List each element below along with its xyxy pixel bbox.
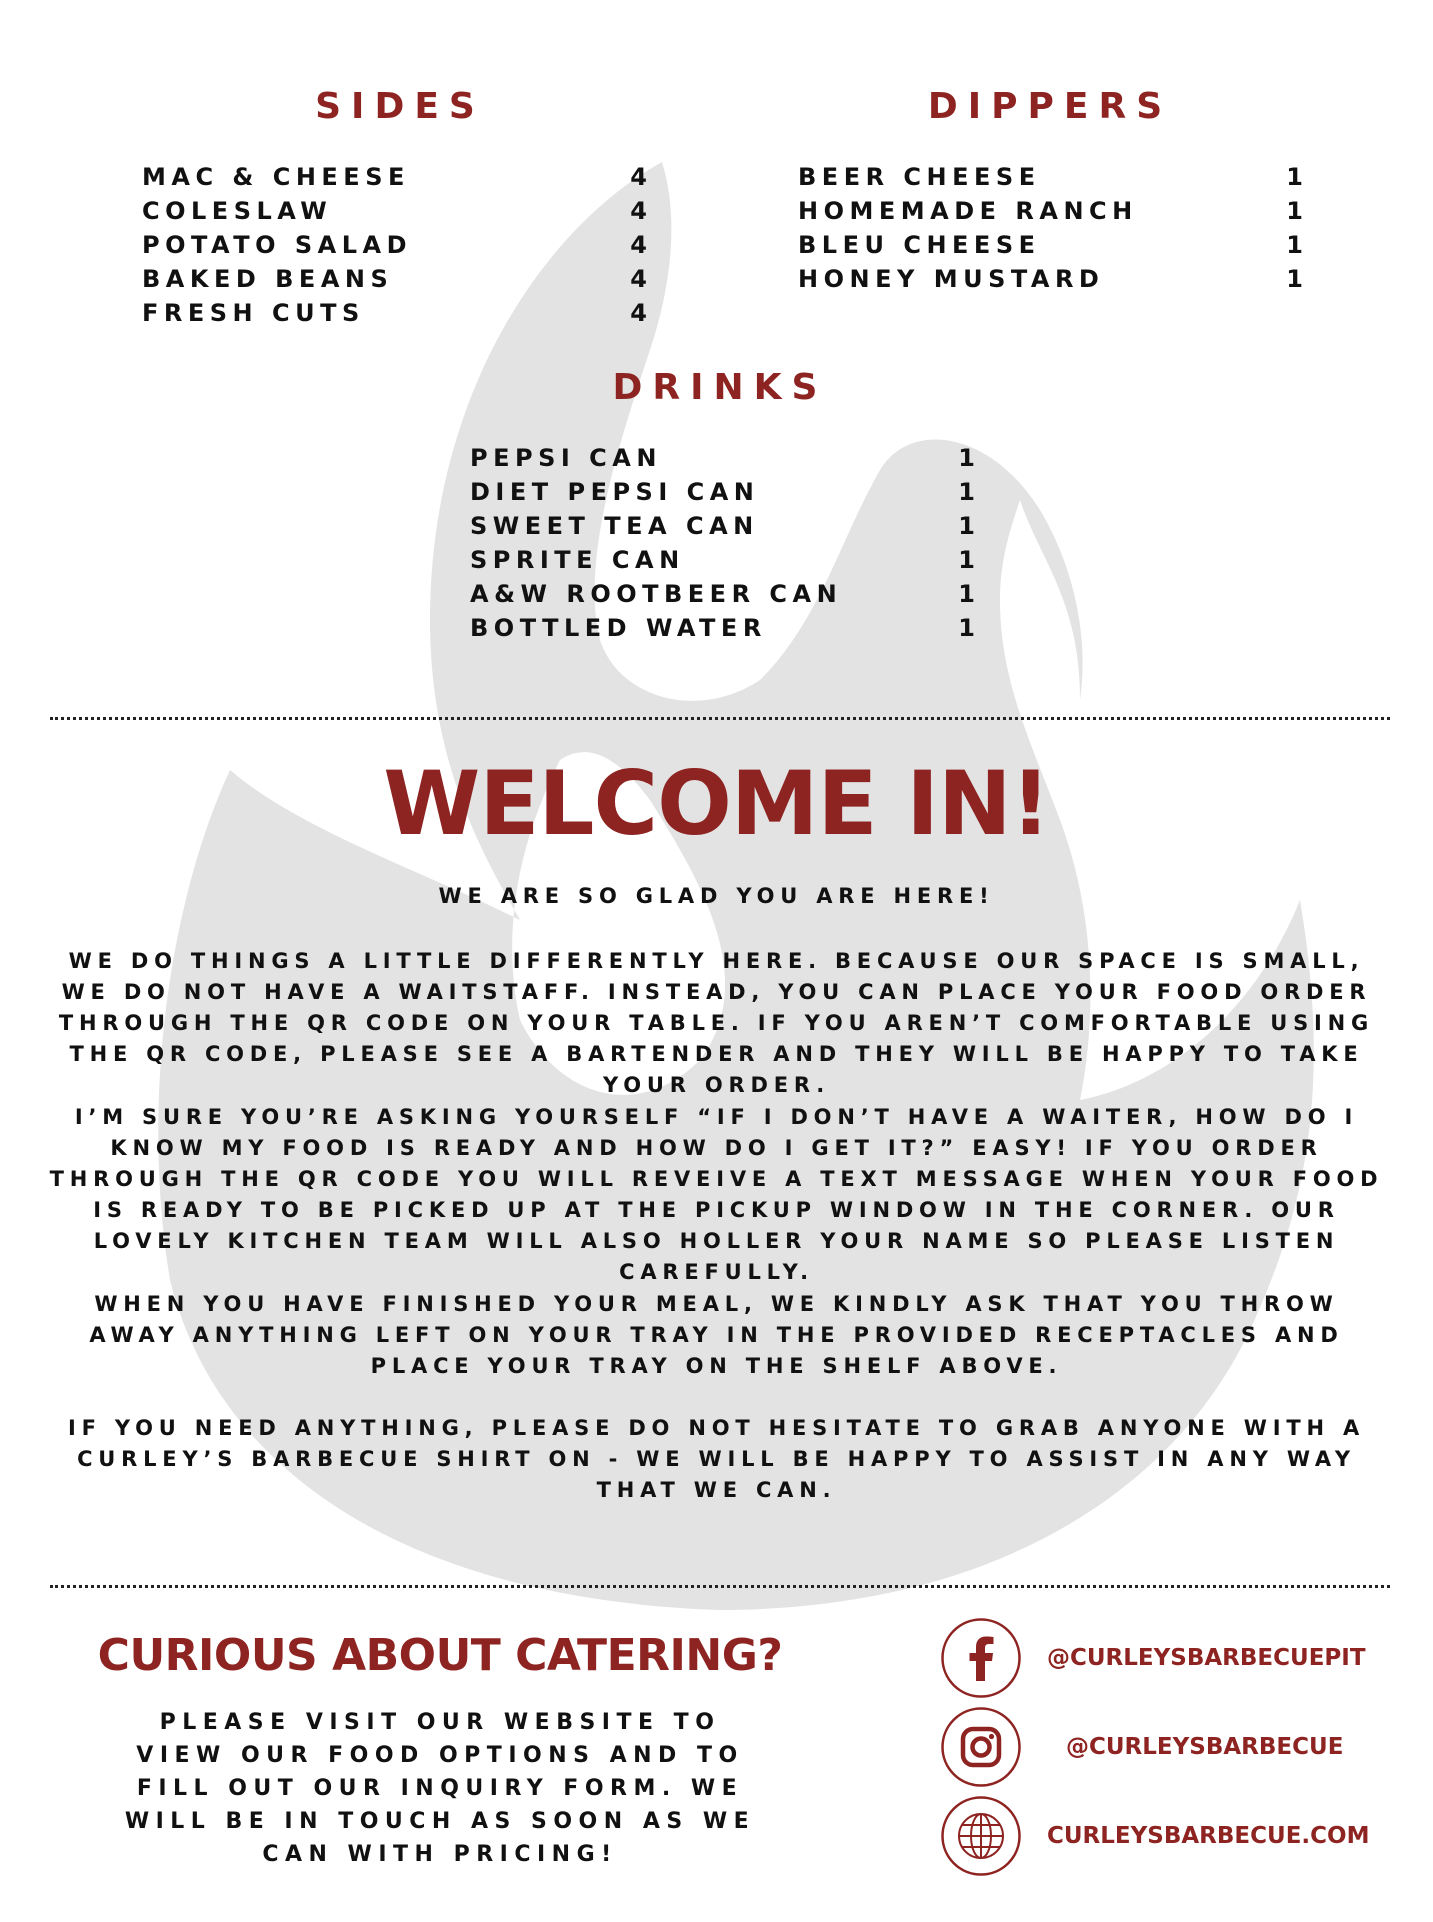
item-name: BEER CHEESE	[798, 163, 1041, 191]
item-name: BLEU CHEESE	[798, 231, 1041, 259]
list-item	[470, 577, 975, 611]
list-item	[142, 160, 647, 194]
list-item	[798, 262, 1303, 296]
list-item	[798, 160, 1303, 194]
item-price: 4	[630, 231, 647, 259]
sides-list	[142, 160, 647, 330]
item-price: 4	[630, 265, 647, 293]
item-price: 1	[1286, 197, 1303, 225]
list-item	[470, 441, 975, 475]
item-price: 1	[958, 478, 975, 506]
dippers-list	[798, 160, 1303, 296]
list-item	[798, 194, 1303, 228]
item-price: 4	[630, 163, 647, 191]
instagram-icon	[940, 1706, 1022, 1788]
welcome-paragraph: IF YOU NEED ANYTHING, PLEASE DO NOT HESITATE TO GRAB ANYONE WITH A CURLEY’S BARBECUE SHIRT ON - WE WILL BE HAPPY TO ASSIST IN ANY WAY THAT WE CAN.	[67, 1416, 1366, 1502]
item-name: COLESLAW	[142, 197, 333, 225]
list-item	[142, 194, 647, 228]
list-item	[470, 611, 975, 645]
item-name: PEPSI CAN	[470, 444, 662, 472]
welcome-paragraph: WHEN YOU HAVE FINISHED YOUR MEAL, WE KINDLY ASK THAT YOU THROW AWAY ANYTHING LEFT ON YOUR TRAY IN THE PROVIDED RECEPTACLES AND PLACE YOUR TRAY ON THE SHELF ABOVE.	[89, 1292, 1344, 1378]
welcome-title: WELCOME IN!	[383, 752, 1050, 855]
instagram-handle: @CURLEYSBARBECUE	[1066, 1734, 1344, 1760]
welcome-paragraph: I’M SURE YOU’RE ASKING YOURSELF “IF I DON’T HAVE A WAITER, HOW DO I KNOW MY FOOD IS READY AND HOW DO I GET IT?” EASY! IF YOU ORDER THROUGH THE QR CODE YOU WILL REVEIVE A TEXT MESSAGE WHEN YOUR FOOD IS READY TO BE PICKED UP AT THE PICKUP WINDOW IN THE CORNER. OUR LOVELY KITCHEN TEAM WILL ALSO HOLLER YOUR NAME SO PLEASE LISTEN CAREFULLY.	[49, 1105, 1384, 1284]
dippers-title: DIPPERS	[927, 86, 1173, 127]
website-link[interactable]: CURLEYSBARBECUE.COM	[1047, 1823, 1370, 1849]
facebook-icon	[940, 1617, 1022, 1699]
item-price: 1	[958, 580, 975, 608]
list-item	[798, 228, 1303, 262]
item-name: DIET PEPSI CAN	[470, 478, 760, 506]
item-name: HONEY MUSTARD	[798, 265, 1105, 293]
catering-title: CURIOUS ABOUT CATERING?	[97, 1630, 783, 1681]
sides-title: SIDES	[315, 86, 485, 127]
welcome-intro: WE ARE SO GLAD YOU ARE HERE!	[438, 884, 995, 908]
item-price: 1	[1286, 231, 1303, 259]
item-price: 4	[630, 299, 647, 327]
item-price: 1	[1286, 265, 1303, 293]
item-name: SPRITE CAN	[470, 546, 685, 574]
item-name: MAC & CHEESE	[142, 163, 410, 191]
divider	[50, 717, 1390, 720]
list-item	[470, 475, 975, 509]
item-price: 1	[958, 546, 975, 574]
item-name: FRESH CUTS	[142, 299, 365, 327]
item-name: BAKED BEANS	[142, 265, 394, 293]
facebook-handle: @CURLEYSBARBECUEPIT	[1047, 1645, 1366, 1671]
item-name: A&W ROOTBEER CAN	[470, 580, 843, 608]
list-item	[470, 543, 975, 577]
item-price: 1	[1286, 163, 1303, 191]
list-item	[470, 509, 975, 543]
divider	[50, 1585, 1390, 1588]
item-name: SWEET TEA CAN	[470, 512, 759, 540]
item-price: 4	[630, 197, 647, 225]
item-price: 1	[958, 444, 975, 472]
item-name: BOTTLED WATER	[470, 614, 767, 642]
list-item	[142, 262, 647, 296]
item-name: HOMEMADE RANCH	[798, 197, 1138, 225]
drinks-title: DRINKS	[612, 367, 828, 408]
catering-text: PLEASE VISIT OUR WEBSITE TO VIEW OUR FOOD OPTIONS AND TO FILL OUT OUR INQUIRY FORM. WE WILL BE IN TOUCH AS SOON AS WE CAN WITH PRICING!	[124, 1710, 756, 1867]
list-item	[142, 296, 647, 330]
drinks-list	[470, 441, 975, 645]
list-item	[142, 228, 647, 262]
item-name: POTATO SALAD	[142, 231, 412, 259]
welcome-paragraph: WE DO THINGS A LITTLE DIFFERENTLY HERE. BECAUSE OUR SPACE IS SMALL, WE DO NOT HAVE A WAITSTAFF. INSTEAD, YOU CAN PLACE YOUR FOOD ORDER THROUGH THE QR CODE ON YOUR TABLE. IF YOU AREN’T COMFORTABLE USING THE QR CODE, PLEASE SEE A BARTENDER AND THEY WILL BE HAPPY TO TAKE YOUR ORDER.	[58, 949, 1375, 1097]
globe-icon	[940, 1795, 1022, 1877]
item-price: 1	[958, 512, 975, 540]
item-price: 1	[958, 614, 975, 642]
